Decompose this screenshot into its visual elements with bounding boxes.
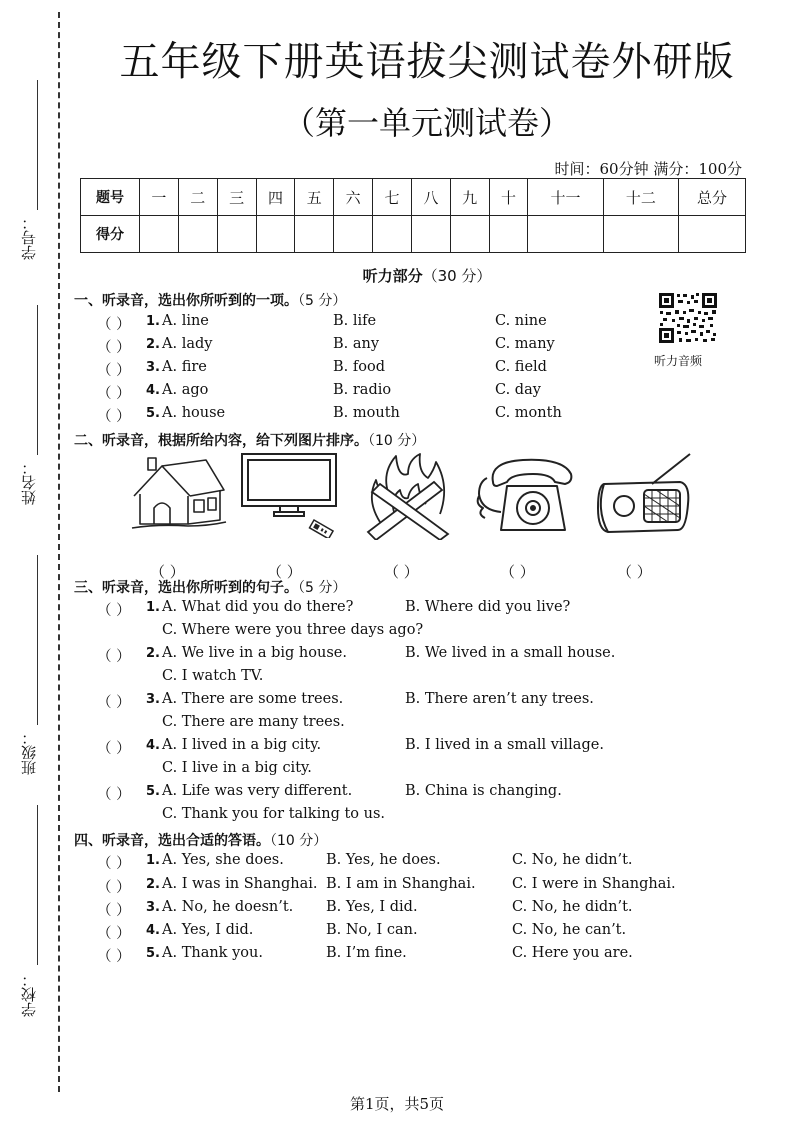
score-cell: 五 <box>295 179 334 216</box>
question-number: 4. <box>146 923 160 938</box>
score-input-cell[interactable] <box>334 216 373 253</box>
score-input-cell[interactable] <box>679 216 746 253</box>
option-c: C. month <box>495 405 562 421</box>
section-4-title <box>74 830 327 850</box>
section-score: （5 分） <box>298 293 347 309</box>
page-footer: 第1页，共5页 <box>349 1095 445 1113</box>
question-number: 5. <box>146 406 160 421</box>
option-b: B. I lived in a small village. <box>405 737 604 753</box>
question-number: 3. <box>146 692 160 707</box>
section-2-title <box>74 430 425 450</box>
class-label: 班级： <box>20 730 38 775</box>
score-input-cell[interactable] <box>528 216 603 253</box>
option-b: B. We lived in a small house. <box>405 645 616 661</box>
option-b: B. There aren’t any trees. <box>405 691 594 707</box>
score-input-cell[interactable] <box>489 216 528 253</box>
score-cell: 四 <box>256 179 295 216</box>
score-input-cell[interactable] <box>603 216 678 253</box>
option-c: C. Here you are. <box>512 945 633 961</box>
listening-part-title <box>60 265 794 286</box>
option-b: B. Where did you live? <box>405 599 571 615</box>
answer-paren[interactable]: （ ） <box>97 880 131 896</box>
score-cell: 七 <box>373 179 412 216</box>
answer-paren[interactable]: （ ） <box>97 856 131 872</box>
score-table-score-row <box>81 216 746 253</box>
option-a: A. house <box>162 405 226 421</box>
score-cell: 十二 <box>603 179 678 216</box>
student-no-line <box>37 80 38 210</box>
option-c: C. I live in a big city. <box>162 760 312 776</box>
answer-paren[interactable]: （ ） <box>97 903 131 919</box>
option-a: A. Thank you. <box>162 945 263 961</box>
picture-answer-paren[interactable]: （ ） <box>150 563 185 581</box>
picture-answer-paren[interactable]: （ ） <box>617 563 652 581</box>
option-c: C. day <box>495 382 541 398</box>
option-b: B. any <box>333 336 380 352</box>
option-c: C. field <box>495 359 547 375</box>
score-input-cell[interactable] <box>373 216 412 253</box>
score-input-cell[interactable] <box>295 216 334 253</box>
option-b: B. I’m fine. <box>326 945 407 961</box>
section-title-text: 一、听录音，选出你所听到的一项。 <box>74 293 298 309</box>
option-a: A. We live in a big house. <box>162 645 347 661</box>
house-icon <box>128 452 228 532</box>
part-score: （30 分） <box>422 267 492 285</box>
score-table <box>80 178 746 253</box>
page-subtitle: （第一单元测试卷） <box>282 104 571 142</box>
score-input-cell[interactable] <box>411 216 450 253</box>
score-table-header-row <box>81 179 746 216</box>
question-number: 4. <box>146 383 160 398</box>
question-number: 5. <box>146 784 160 799</box>
school-label: 学校： <box>20 972 38 1017</box>
class-line <box>37 555 38 725</box>
qr-code-icon <box>658 292 718 344</box>
binding-dash-line <box>58 12 60 1092</box>
option-c: C. There are many trees. <box>162 714 345 730</box>
picture-answer-paren[interactable]: （ ） <box>267 563 302 581</box>
answer-paren[interactable]: （ ） <box>97 603 131 619</box>
answer-paren[interactable]: （ ） <box>97 649 131 665</box>
score-cell: 十 <box>489 179 528 216</box>
score-input-cell[interactable] <box>256 216 295 253</box>
score-input-cell[interactable] <box>217 216 256 253</box>
option-a: A. ago <box>162 382 209 398</box>
answer-paren[interactable]: （ ） <box>97 386 131 402</box>
score-cell: 十一 <box>528 179 603 216</box>
option-a: A. lady <box>162 336 213 352</box>
answer-paren[interactable]: （ ） <box>97 363 131 379</box>
question-number: 2. <box>146 877 160 892</box>
score-cell: 题号 <box>81 179 140 216</box>
question-number: 5. <box>146 946 160 961</box>
question-number: 2. <box>146 337 160 352</box>
section-title-text: 四、听录音，选出合适的答语。 <box>74 833 270 849</box>
answer-paren[interactable]: （ ） <box>97 340 131 356</box>
time-info: 时间：60分钟 满分：100分 <box>554 160 742 178</box>
score-cell: 九 <box>450 179 489 216</box>
television-icon <box>240 452 340 538</box>
option-b: B. I am in Shanghai. <box>326 876 476 892</box>
answer-paren[interactable]: （ ） <box>97 695 131 711</box>
qr-label: 听力音频 <box>654 354 703 368</box>
option-b: B. No, I can. <box>326 922 418 938</box>
option-b: B. Yes, I did. <box>326 899 418 915</box>
name-label: 姓名： <box>20 460 38 505</box>
score-cell: 总分 <box>679 179 746 216</box>
option-b: B. Yes, he does. <box>326 852 441 868</box>
option-c: C. No, he didn’t. <box>512 852 633 868</box>
option-c: C. nine <box>495 313 547 329</box>
option-a: A. Yes, I did. <box>162 922 254 938</box>
score-cell: 三 <box>217 179 256 216</box>
score-cell: 二 <box>178 179 217 216</box>
answer-paren[interactable]: （ ） <box>97 926 131 942</box>
score-cell: 一 <box>140 179 179 216</box>
question-number: 4. <box>146 738 160 753</box>
section-title-text: 三、听录音，选出你所听到的句子。 <box>74 580 298 596</box>
section-1-title <box>74 290 346 310</box>
section-score: （5 分） <box>298 580 347 596</box>
score-cell: 得分 <box>81 216 140 253</box>
picture-answer-paren[interactable]: （ ） <box>384 563 419 581</box>
score-input-cell[interactable] <box>450 216 489 253</box>
answer-paren[interactable]: （ ） <box>97 949 131 965</box>
option-a: A. line <box>162 313 209 329</box>
section-score: （10 分） <box>270 833 328 849</box>
section-3-title <box>74 577 346 597</box>
option-c: C. I watch TV. <box>162 668 264 684</box>
option-c: C. I were in Shanghai. <box>512 876 676 892</box>
option-c: C. Thank you for talking to us. <box>162 806 386 822</box>
radio-icon <box>594 450 694 540</box>
option-a: A. There are some trees. <box>162 691 344 707</box>
question-number: 3. <box>146 900 160 915</box>
option-b: B. life <box>333 313 377 329</box>
name-line <box>37 305 38 455</box>
part-title-text: 听力部分 <box>362 267 423 285</box>
campfire-icon <box>360 452 456 540</box>
option-c: C. No, he didn’t. <box>512 899 633 915</box>
option-c: C. Where were you three days ago? <box>162 622 424 638</box>
score-cell: 八 <box>411 179 450 216</box>
option-a: A. fire <box>162 359 207 375</box>
question-number: 1. <box>146 853 160 868</box>
answer-paren[interactable]: （ ） <box>97 787 131 803</box>
question-number: 1. <box>146 314 160 329</box>
option-c: C. many <box>495 336 555 352</box>
question-number: 1. <box>146 600 160 615</box>
option-a: A. What did you do there? <box>162 599 354 615</box>
option-a: A. Life was very different. <box>162 783 353 799</box>
option-a: A. I was in Shanghai. <box>162 876 318 892</box>
option-b: B. China is changing. <box>405 783 562 799</box>
picture-answer-paren[interactable]: （ ） <box>500 563 535 581</box>
score-cell: 六 <box>334 179 373 216</box>
option-a: A. Yes, she does. <box>162 852 284 868</box>
school-line <box>37 805 38 965</box>
telephone-icon <box>473 452 577 538</box>
option-a: A. I lived in a big city. <box>162 737 322 753</box>
option-c: C. No, he can’t. <box>512 922 627 938</box>
answer-paren[interactable]: （ ） <box>97 317 131 333</box>
question-number: 2. <box>146 646 160 661</box>
answer-paren[interactable]: （ ） <box>97 409 131 425</box>
section-title-text: 二、听录音，根据所给内容，给下列图片排序。 <box>74 433 368 449</box>
option-a: A. No, he doesn’t. <box>162 899 294 915</box>
option-b: B. radio <box>333 382 392 398</box>
score-input-cell[interactable] <box>140 216 179 253</box>
page-title: 五年级下册英语拔尖测试卷外研版 <box>119 39 735 85</box>
score-input-cell[interactable] <box>178 216 217 253</box>
option-b: B. mouth <box>333 405 400 421</box>
student-no-label: 学号： <box>20 215 38 260</box>
option-b: B. food <box>333 359 385 375</box>
section-score: （10 分） <box>368 433 426 449</box>
question-number: 3. <box>146 360 160 375</box>
answer-paren[interactable]: （ ） <box>97 741 131 757</box>
